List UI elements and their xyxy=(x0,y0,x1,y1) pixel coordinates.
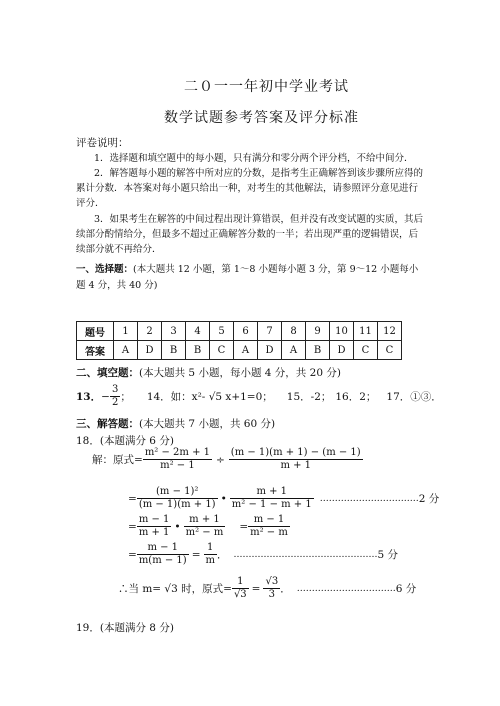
table-cell: 12 xyxy=(378,322,402,341)
score-label: 5 分 xyxy=(377,549,399,561)
fraction xyxy=(263,576,280,601)
fraction-numerator: m + 1 xyxy=(256,486,288,497)
fraction-numerator: √3 xyxy=(265,576,279,587)
solution-prefix: 解：原式= xyxy=(92,454,143,466)
equals-sign: = xyxy=(239,520,249,533)
answer-table-row-numbers xyxy=(77,322,402,341)
fraction-numerator: 1 xyxy=(237,576,244,587)
q13-fraction xyxy=(110,384,120,409)
table-cell: B xyxy=(162,341,186,360)
table-cell: A xyxy=(114,341,138,360)
score-label: 6 分 xyxy=(395,583,417,595)
section1-heading xyxy=(76,262,426,294)
q13-sign: − xyxy=(101,390,110,403)
notes-heading: 评卷说明： xyxy=(76,137,129,149)
table-cell: 11 xyxy=(354,322,378,341)
fraction xyxy=(184,514,226,539)
fraction xyxy=(232,576,249,601)
fraction-denominator: m² − 1 − m + 1 xyxy=(231,499,312,510)
divide-sign: ÷ xyxy=(215,453,225,466)
note-item-3: 3．如果考生在解答的中间过程出现计算错误，但并没有改变试题的实质，其后续部分酌情给分，但最多不超过正确解答分数的一半；若出现严重的逻辑错误，后续部分就不再给分． xyxy=(76,214,424,255)
table-cell: B xyxy=(306,341,330,360)
section3-heading xyxy=(76,416,275,431)
q17-answer: 17．①③． xyxy=(386,391,442,403)
table-cell: C xyxy=(210,341,234,360)
document-title: 二０一一年初中学业考试 xyxy=(184,79,349,95)
q13-numerator: 3 xyxy=(111,384,119,395)
table-cell: C xyxy=(378,341,402,360)
fraction-denominator: (m − 1)(m + 1) xyxy=(138,499,216,510)
table-cell: 8 xyxy=(282,322,306,341)
fraction-numerator: m + 1 xyxy=(189,514,220,525)
fraction-numerator: (m − 1)(m + 1) − (m − 1) xyxy=(230,447,361,458)
q14-answer: 14．如：x²- √5 x+1=0； xyxy=(146,391,273,403)
answer-table-row-answers xyxy=(77,341,402,360)
fraction xyxy=(230,486,314,511)
fraction-denominator: m² − m xyxy=(250,527,288,538)
fraction xyxy=(248,514,290,539)
section2-label: 二、填空题： xyxy=(76,367,139,379)
section3-label: 三、解答题： xyxy=(76,418,139,430)
period: ． xyxy=(280,583,291,595)
fraction-denominator: m + 1 xyxy=(229,459,363,472)
fraction xyxy=(137,542,189,567)
table-cell: 6 xyxy=(234,322,258,341)
table-cell: 2 xyxy=(138,322,162,341)
multiply-dot: • xyxy=(174,520,181,533)
section2-desc: (本大题共 5 小题，每小题 4 分，共 20 分) xyxy=(139,367,341,379)
multiply-dot: • xyxy=(220,492,227,505)
fraction-denominator: m + 1 xyxy=(138,527,170,538)
equals-sign: = xyxy=(128,548,137,561)
score-label: 2 分 xyxy=(418,493,440,505)
solution-line-4 xyxy=(128,542,398,567)
answer-table xyxy=(76,321,402,360)
equals-sign: = xyxy=(128,520,137,533)
q15-answer: 15．-2； xyxy=(286,391,332,403)
q13-label: 13． xyxy=(76,391,102,403)
table-cell: D xyxy=(138,341,162,360)
q13-denominator: 2 xyxy=(111,397,119,408)
fraction-denominator: √3 xyxy=(233,589,247,600)
section1-label: 一、选择题： xyxy=(76,264,134,275)
fraction-denominator: m xyxy=(205,555,215,566)
fraction-numerator: m − 1 xyxy=(147,542,179,553)
q16-answer: 16．2； xyxy=(335,391,377,403)
equals-sign: = xyxy=(251,582,261,595)
table-cell: 7 xyxy=(258,322,282,341)
document-subtitle: 数学试题参考答案及评分标准 xyxy=(164,110,359,126)
table-cell: A xyxy=(282,341,306,360)
solution-line-5 xyxy=(118,576,416,601)
table-cell: D xyxy=(258,341,282,360)
table-cell: A xyxy=(234,341,258,360)
score-leader: …………………………… xyxy=(296,583,396,594)
fraction-numerator: (m − 1)² xyxy=(156,486,199,497)
fraction xyxy=(143,447,212,472)
table-header-label: 题号 xyxy=(77,322,114,341)
table-cell: 3 xyxy=(162,322,186,341)
section2-heading xyxy=(76,365,341,380)
fraction-denominator: m² − m xyxy=(185,527,224,538)
fraction xyxy=(204,542,217,567)
table-cell: D xyxy=(330,341,354,360)
table-cell: 10 xyxy=(330,322,354,341)
fraction-numerator: m − 1 xyxy=(253,514,285,525)
solution-line-2 xyxy=(128,486,439,511)
q18-title: 18．(本题满分 6 分) xyxy=(76,435,174,447)
fraction-numerator: m − 1 xyxy=(138,514,170,525)
solution-line-3 xyxy=(128,514,290,539)
period: ． xyxy=(216,549,228,561)
score-leader: …………………………… xyxy=(319,493,419,504)
table-cell: B xyxy=(186,341,210,360)
section1-desc: (本大题共 12 小题，第 1～8 小题每小题 3 分，第 9～12 小题每小题 4 分，共 40 分) xyxy=(76,264,419,291)
equals-sign: = xyxy=(128,492,137,505)
fraction-denominator: m² − 1 xyxy=(143,459,212,472)
fraction xyxy=(137,486,218,511)
table-cell: 4 xyxy=(186,322,210,341)
fraction-numerator: m² − 2m + 1 xyxy=(144,447,210,458)
section3-desc: (本大题共 7 小题，共 60 分) xyxy=(139,418,276,430)
q19-title: 19．(本题满分 8 分) xyxy=(76,622,174,634)
table-cell: 5 xyxy=(210,322,234,341)
note-item-1: 1．选择题和填空题中的每小题，只有满分和零分两个评分档，不给中间分． xyxy=(94,153,414,164)
equals-sign: = xyxy=(191,548,201,561)
table-cell: 9 xyxy=(306,322,330,341)
table-cell: C xyxy=(354,341,378,360)
table-cell: 1 xyxy=(114,322,138,341)
q13-after: ； xyxy=(120,391,131,403)
conclusion-text: ∴当 m= √3 时，原式= xyxy=(118,583,232,595)
fraction xyxy=(137,514,172,539)
note-item-2: 2．解答题每小题的解答中所对应的分数，是指考生正确解答到该步骤所应得的累计分数．本答案对每小题只给出一种，对考生的其他解法，请参照评分意见进行评分． xyxy=(76,168,424,209)
fraction-denominator: 3 xyxy=(263,588,280,601)
fraction-denominator: m(m − 1) xyxy=(138,555,187,566)
fraction xyxy=(229,447,363,472)
score-leader: ………………………………………… xyxy=(233,549,378,560)
solution-line-1 xyxy=(92,447,363,472)
fill-in-answers xyxy=(76,384,442,409)
fraction-numerator: 1 xyxy=(207,542,214,553)
table-answer-label: 答案 xyxy=(77,341,114,360)
